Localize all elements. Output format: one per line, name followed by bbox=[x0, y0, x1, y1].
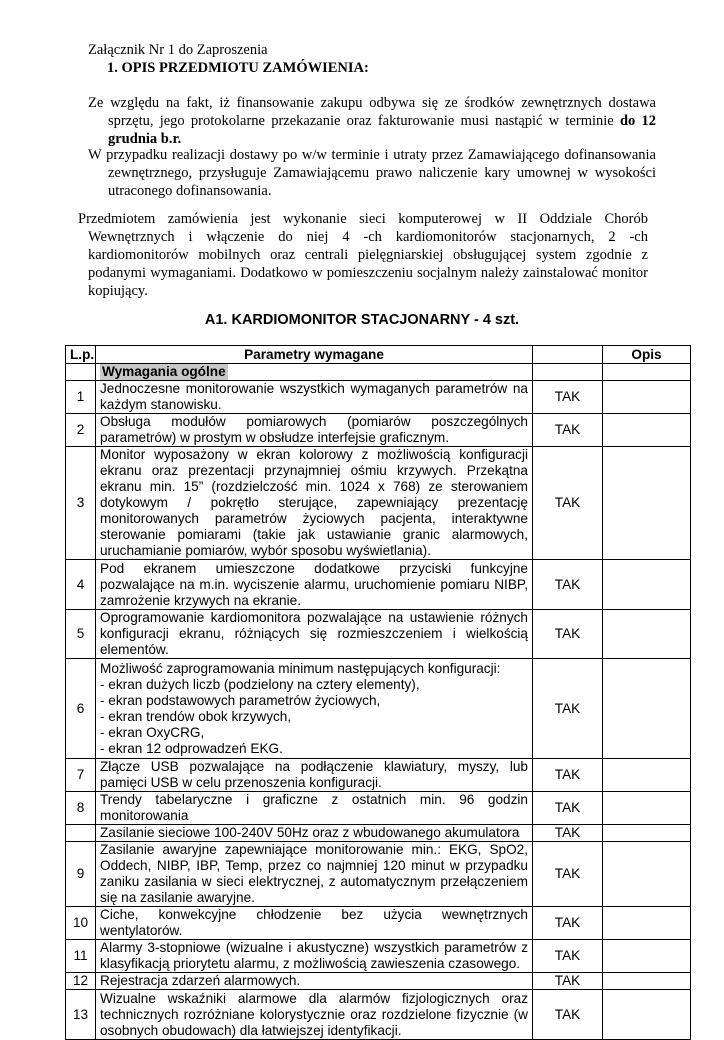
table-row bbox=[66, 447, 691, 560]
row-parameter bbox=[96, 907, 533, 940]
parameter-line: - ekran OxyCRG, bbox=[100, 724, 205, 740]
section-heading: 1. OPIS PRZEDMIOTU ZAMÓWIENIA: bbox=[107, 60, 369, 76]
deadline-text: do 12 grudnia b.r. bbox=[108, 113, 656, 147]
row-opis[interactable] bbox=[603, 560, 691, 610]
row-opis[interactable] bbox=[603, 907, 691, 940]
intro-paragraph-3: Przedmiotem zamówienia jest wykonanie sieci komputerowej w II Oddziale Chorób Wewnętrznych i włączenie do niej 4 -ch kardiomonitorów stacjonarnych, 2 -ch kardiomonitorów mobilnych oraz centrali pielęgniarskiej obsługującej system zgodnie z podanymi wymaganiami. Dodatkowo w pomieszczeniu socjalnym należy zainstalować monitor kopiujący. bbox=[78, 211, 648, 299]
row-opis[interactable] bbox=[603, 940, 691, 973]
group-label-cell bbox=[96, 364, 533, 381]
group-label: Wymagania ogólne bbox=[102, 364, 226, 379]
parameter-line: Oprogramowanie kardiomonitora pozwalające na ustawienie różnych konfiguracji ekranu, różniących się rozmieszczeniem i wielkością elementów. bbox=[100, 610, 528, 657]
parameter-line: Możliwość zaprogramowania minimum następujących konfiguracji: bbox=[100, 660, 501, 676]
row-parameter bbox=[96, 381, 533, 414]
parameter-line: Zasilanie awaryjne zapewniające monitorowanie min.: EKG, SpO2, Oddech, NIBP, IBP, Temp, przez co najmniej 120 minut w przypadku zaniku zasilania w sieci elektrycznej, z automatycznym przełączeniem się na zasilanie awaryjne. bbox=[100, 842, 528, 905]
table-header-row bbox=[66, 346, 691, 364]
row-required-value: TAK bbox=[533, 759, 603, 792]
parameter-line: - ekran 12 odprowadzeń EKG. bbox=[100, 740, 283, 756]
row-required-value: TAK bbox=[533, 560, 603, 610]
header-opis: Opis bbox=[603, 346, 691, 364]
row-parameter bbox=[96, 825, 533, 842]
row-parameter bbox=[96, 973, 533, 990]
row-number: 5 bbox=[66, 610, 96, 659]
intro-paragraph-2: W przypadku realizacji dostawy po w/w terminie i utraty przez Zamawiającego dofinansowania zewnętrznego, przysługuje Zamawiającemu prawo naliczenie kary umownej w wysokości utraconego dofinansowania. bbox=[88, 147, 656, 199]
row-required-value: TAK bbox=[533, 842, 603, 907]
row-number: 11 bbox=[66, 940, 96, 973]
group-row bbox=[66, 364, 691, 381]
header-lp: L.p. bbox=[66, 346, 96, 364]
row-opis[interactable] bbox=[603, 842, 691, 907]
row-parameter bbox=[96, 659, 533, 759]
row-opis[interactable] bbox=[603, 825, 691, 842]
row-opis[interactable] bbox=[603, 792, 691, 825]
row-parameter bbox=[96, 447, 533, 560]
row-required-value: TAK bbox=[533, 659, 603, 759]
table-row bbox=[66, 940, 691, 973]
row-number: 12 bbox=[66, 973, 96, 990]
group-lp-cell bbox=[66, 364, 96, 381]
table-row bbox=[66, 610, 691, 659]
row-required-value: TAK bbox=[533, 907, 603, 940]
row-parameter bbox=[96, 940, 533, 973]
row-opis[interactable] bbox=[603, 610, 691, 659]
row-number bbox=[66, 825, 96, 842]
row-number: 13 bbox=[66, 990, 96, 1040]
row-number: 2 bbox=[66, 414, 96, 447]
parameter-line: Monitor wyposażony w ekran kolorowy z możliwością konfiguracji ekranu oraz prezentacji przynajmniej ośmiu krzywych. Przekątna ekranu min. 15” (rozdzielczość min. 1024 x 768) ze sterowaniem dotykowym / pokrętło sterujące, zapewniający prezentację monitorowanych parametrów życiowych pacjenta, interaktywne sterowanie pomiarami (takie jak ustawianie granic alarmowych, uruchamianie pomiarów, wybór sposobu wyświetlania). bbox=[100, 447, 528, 558]
row-number: 7 bbox=[66, 759, 96, 792]
spec-table bbox=[65, 345, 691, 1040]
table-row bbox=[66, 792, 691, 825]
row-parameter bbox=[96, 759, 533, 792]
parameter-line: Złącze USB pozwalające na podłączenie klawiatury, myszy, lub pamięci USB w celu przenoszenia konfiguracji. bbox=[100, 759, 528, 790]
section-title: A1. KARDIOMONITOR STACJONARNY - 4 szt. bbox=[204, 312, 520, 328]
table-row bbox=[66, 990, 691, 1040]
table-row bbox=[66, 842, 691, 907]
parameter-line: Pod ekranem umieszczone dodatkowe przyciski funkcyjne pozwalające na m.in. wyciszenie alarmu, uruchomienie pomiaru NIBP, zamrożenie krzywych na ekranie. bbox=[100, 560, 528, 608]
parameter-line: Trendy tabelaryczne i graficzne z ostatnich min. 96 godzin monitorowania bbox=[100, 792, 528, 823]
row-opis[interactable] bbox=[603, 414, 691, 447]
row-parameter bbox=[96, 414, 533, 447]
intro-paragraph-1 bbox=[88, 94, 656, 148]
table-row bbox=[66, 381, 691, 414]
row-required-value: TAK bbox=[533, 792, 603, 825]
table-row bbox=[66, 759, 691, 792]
parameter-line: Alarmy 3-stopniowe (wizualne i akustyczne) wszystkich parametrów z klasyfikacją priorytetu alarmu, z możliwością zawieszenia czasowego. bbox=[100, 940, 528, 971]
row-number: 4 bbox=[66, 560, 96, 610]
table-row bbox=[66, 907, 691, 940]
row-parameter bbox=[96, 990, 533, 1040]
table-row bbox=[66, 560, 691, 610]
intro-paragraph-1-text: Ze względu na fakt, iż finansowanie zakupu odbywa się ze środków zewnętrznych dostawa sprzętu, jego protokolarne przekazanie oraz fakturowanie musi nastąpić w terminie bbox=[88, 95, 656, 129]
row-opis[interactable] bbox=[603, 759, 691, 792]
row-number: 3 bbox=[66, 447, 96, 560]
row-number: 1 bbox=[66, 381, 96, 414]
row-opis[interactable] bbox=[603, 381, 691, 414]
row-required-value: TAK bbox=[533, 940, 603, 973]
parameter-line: - ekran podstawowych parametrów życiowych, bbox=[100, 692, 381, 708]
table-row bbox=[66, 825, 691, 842]
table-row bbox=[66, 973, 691, 990]
row-opis[interactable] bbox=[603, 973, 691, 990]
parameter-line: Zasilanie sieciowe 100-240V 50Hz oraz z wbudowanego akumulatora bbox=[100, 825, 520, 840]
row-parameter bbox=[96, 560, 533, 610]
group-value-cell bbox=[533, 364, 603, 381]
parameter-line: - ekran trendów obok krzywych, bbox=[100, 708, 292, 724]
group-opis-cell bbox=[603, 364, 691, 381]
parameter-line: Jednoczesne monitorowanie wszystkich wymaganych parametrów na każdym stanowisku. bbox=[100, 381, 528, 412]
parameter-line: - ekran dużych liczb (podzielony na cztery elementy), bbox=[100, 676, 420, 692]
row-required-value: TAK bbox=[533, 381, 603, 414]
row-parameter bbox=[96, 842, 533, 907]
header-params: Parametry wymagane bbox=[96, 346, 533, 364]
parameter-line: Obsługa modułów pomiarowych (pomiarów poszczególnych parametrów) w prostym w obsłudze interfejsie graficznym. bbox=[100, 414, 528, 445]
row-number: 6 bbox=[66, 659, 96, 759]
row-required-value: TAK bbox=[533, 414, 603, 447]
row-required-value: TAK bbox=[533, 973, 603, 990]
table-row bbox=[66, 659, 691, 759]
header-value bbox=[533, 346, 603, 364]
table-row bbox=[66, 414, 691, 447]
row-number: 10 bbox=[66, 907, 96, 940]
row-required-value: TAK bbox=[533, 825, 603, 842]
row-number: 9 bbox=[66, 842, 96, 907]
row-opis[interactable] bbox=[603, 659, 691, 759]
row-parameter bbox=[96, 792, 533, 825]
row-opis[interactable] bbox=[603, 990, 691, 1040]
row-opis[interactable] bbox=[603, 447, 691, 560]
attachment-label: Załącznik Nr 1 do Zaproszenia bbox=[88, 42, 268, 58]
parameter-line: Wizualne wskaźniki alarmowe dla alarmów fizjologicznych oraz technicznych rozróżniane kolorystycznie oraz rozdzielone fizycznie (w osobnych obudowach) dla łatwiejszej identyfikacji. bbox=[100, 990, 528, 1038]
row-parameter bbox=[96, 610, 533, 659]
parameter-line: Ciche, konwekcyjne chłodzenie bez użycia wewnętrznych wentylatorów. bbox=[100, 907, 528, 938]
parameter-line: Rejestracja zdarzeń alarmowych. bbox=[100, 973, 301, 988]
row-number: 8 bbox=[66, 792, 96, 825]
row-required-value: TAK bbox=[533, 447, 603, 560]
row-required-value: TAK bbox=[533, 990, 603, 1040]
row-required-value: TAK bbox=[533, 610, 603, 659]
